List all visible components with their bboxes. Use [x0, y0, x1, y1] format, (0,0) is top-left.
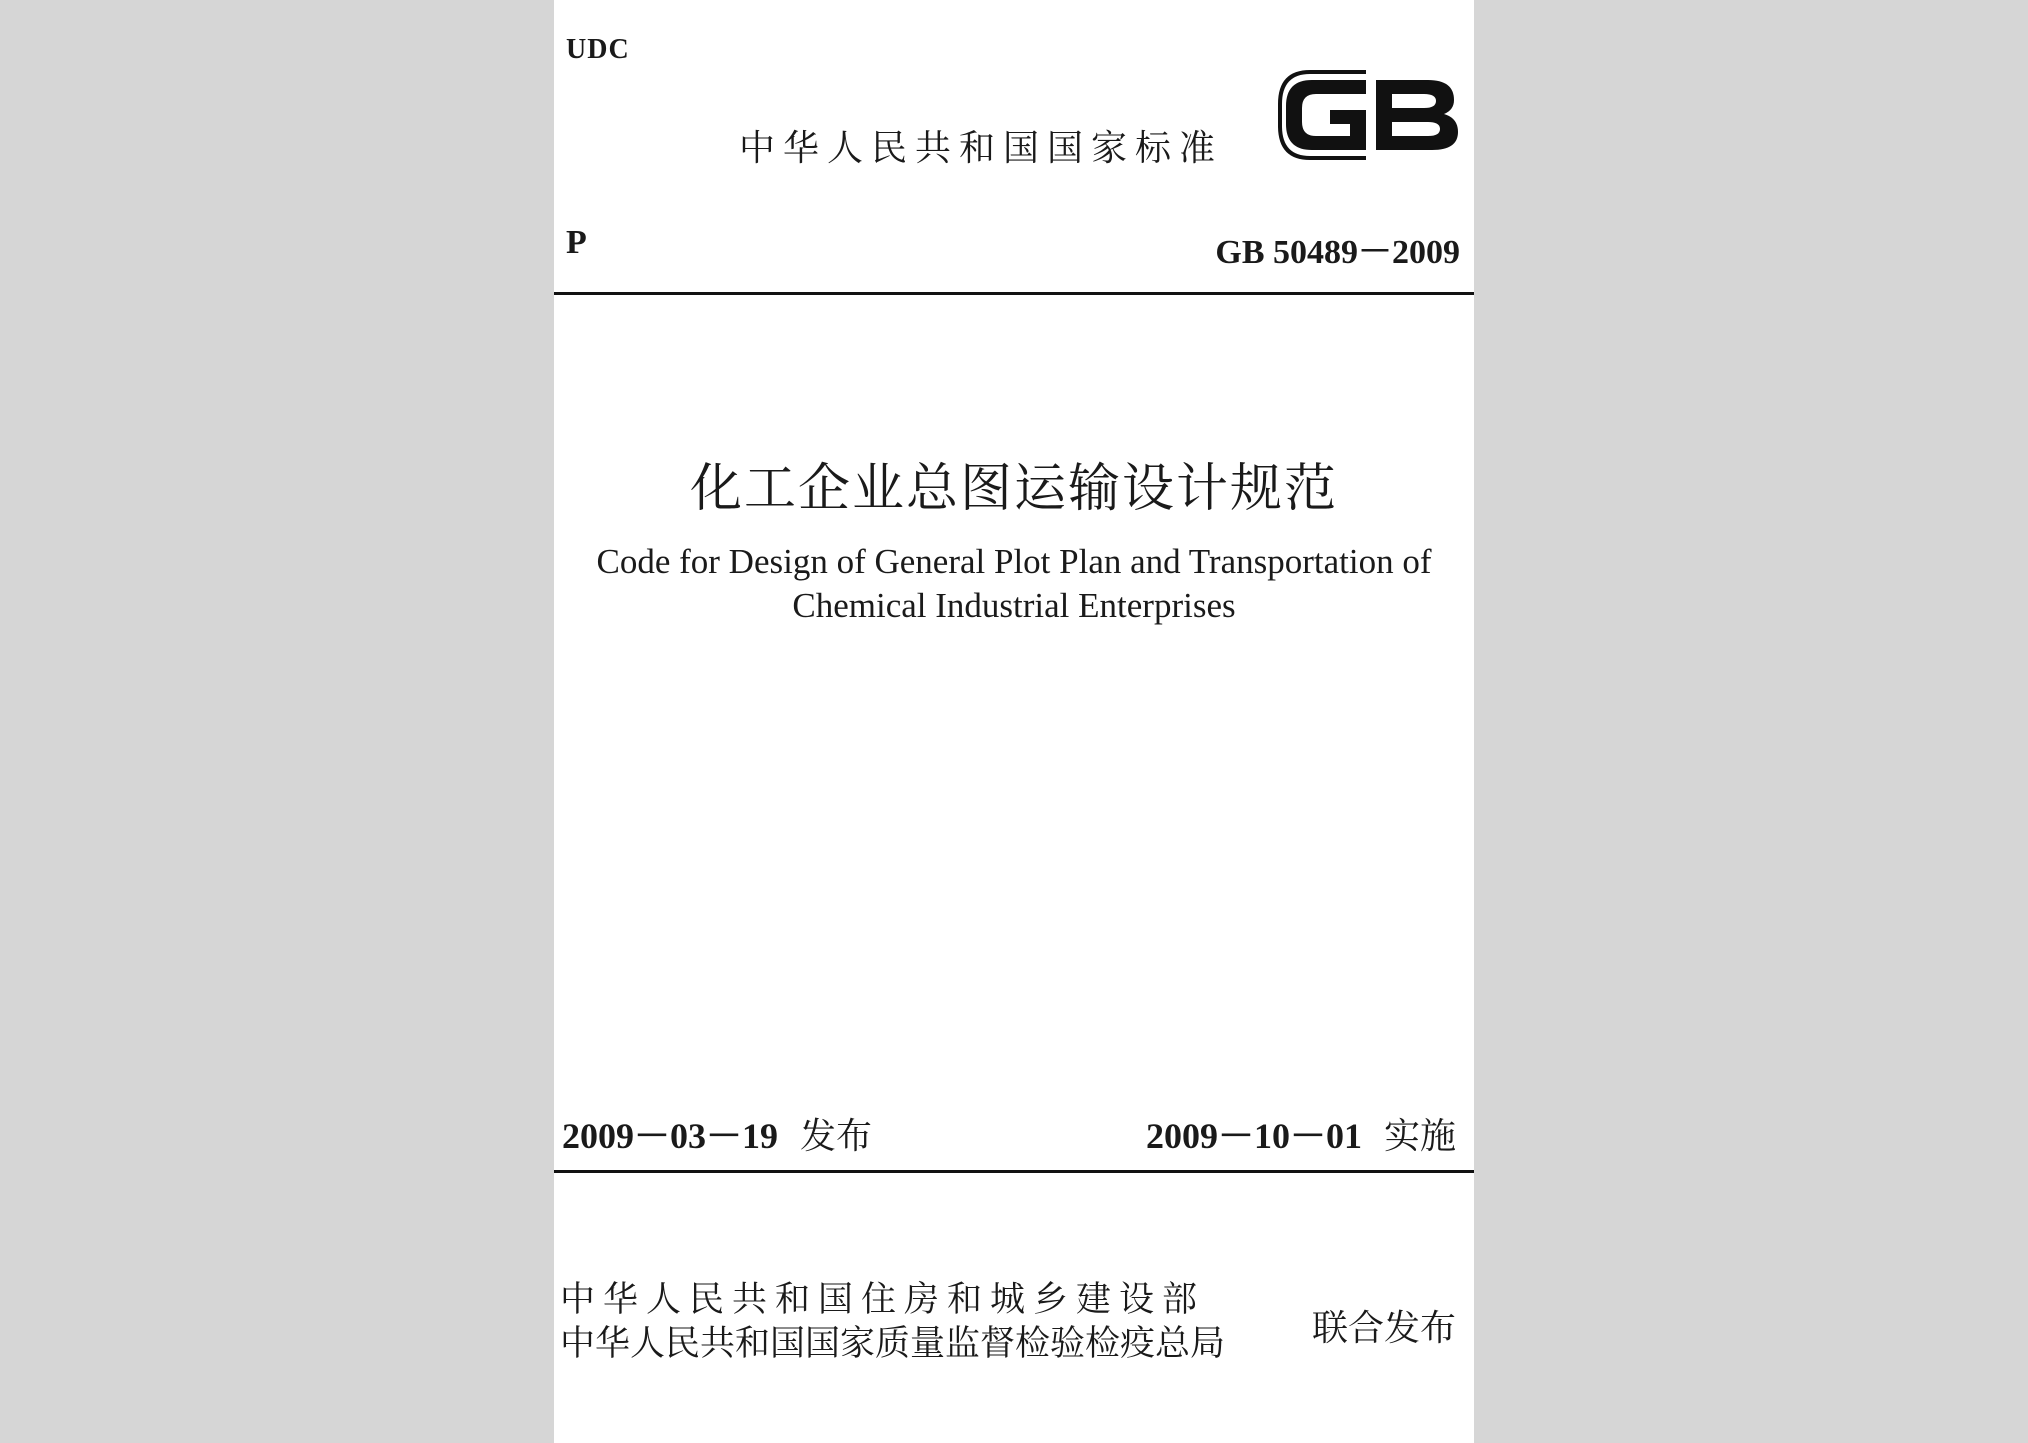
issue-date-block	[562, 1108, 872, 1159]
footer-divider	[554, 1170, 1474, 1173]
effective-label: 实施	[1383, 1116, 1456, 1157]
issuer-line-2: 中华人民共和国国家质量监督检验检疫总局	[560, 1324, 1226, 1364]
title-english	[554, 540, 1474, 628]
classification-code: P	[566, 224, 587, 261]
issue-date: 2009－03－19	[562, 1116, 779, 1156]
title-english-line-1: Code for Design of General Plot Plan and Transportation of	[596, 542, 1432, 581]
udc-label: UDC	[566, 34, 630, 65]
header-divider	[554, 292, 1474, 295]
title-english-line-2: Chemical Industrial Enterprises	[792, 586, 1236, 625]
issuing-authorities	[560, 1278, 1225, 1366]
document-cover	[554, 0, 1474, 1443]
issue-label: 发布	[800, 1116, 873, 1157]
gb-logo	[1278, 66, 1464, 162]
effective-date: 2009－10－01	[1145, 1116, 1362, 1156]
standard-number: GB 50489－2009	[1215, 234, 1460, 271]
joint-issue-label: 联合发布	[1311, 1308, 1456, 1349]
title-chinese: 化工企业总图运输设计规范	[689, 459, 1338, 519]
effective-date-block	[1146, 1108, 1456, 1159]
issuer-line-1: 中华人民共和国住房和城乡建设部	[560, 1280, 1206, 1320]
national-standard-label: 中华人民共和国国家标准	[739, 128, 1224, 169]
